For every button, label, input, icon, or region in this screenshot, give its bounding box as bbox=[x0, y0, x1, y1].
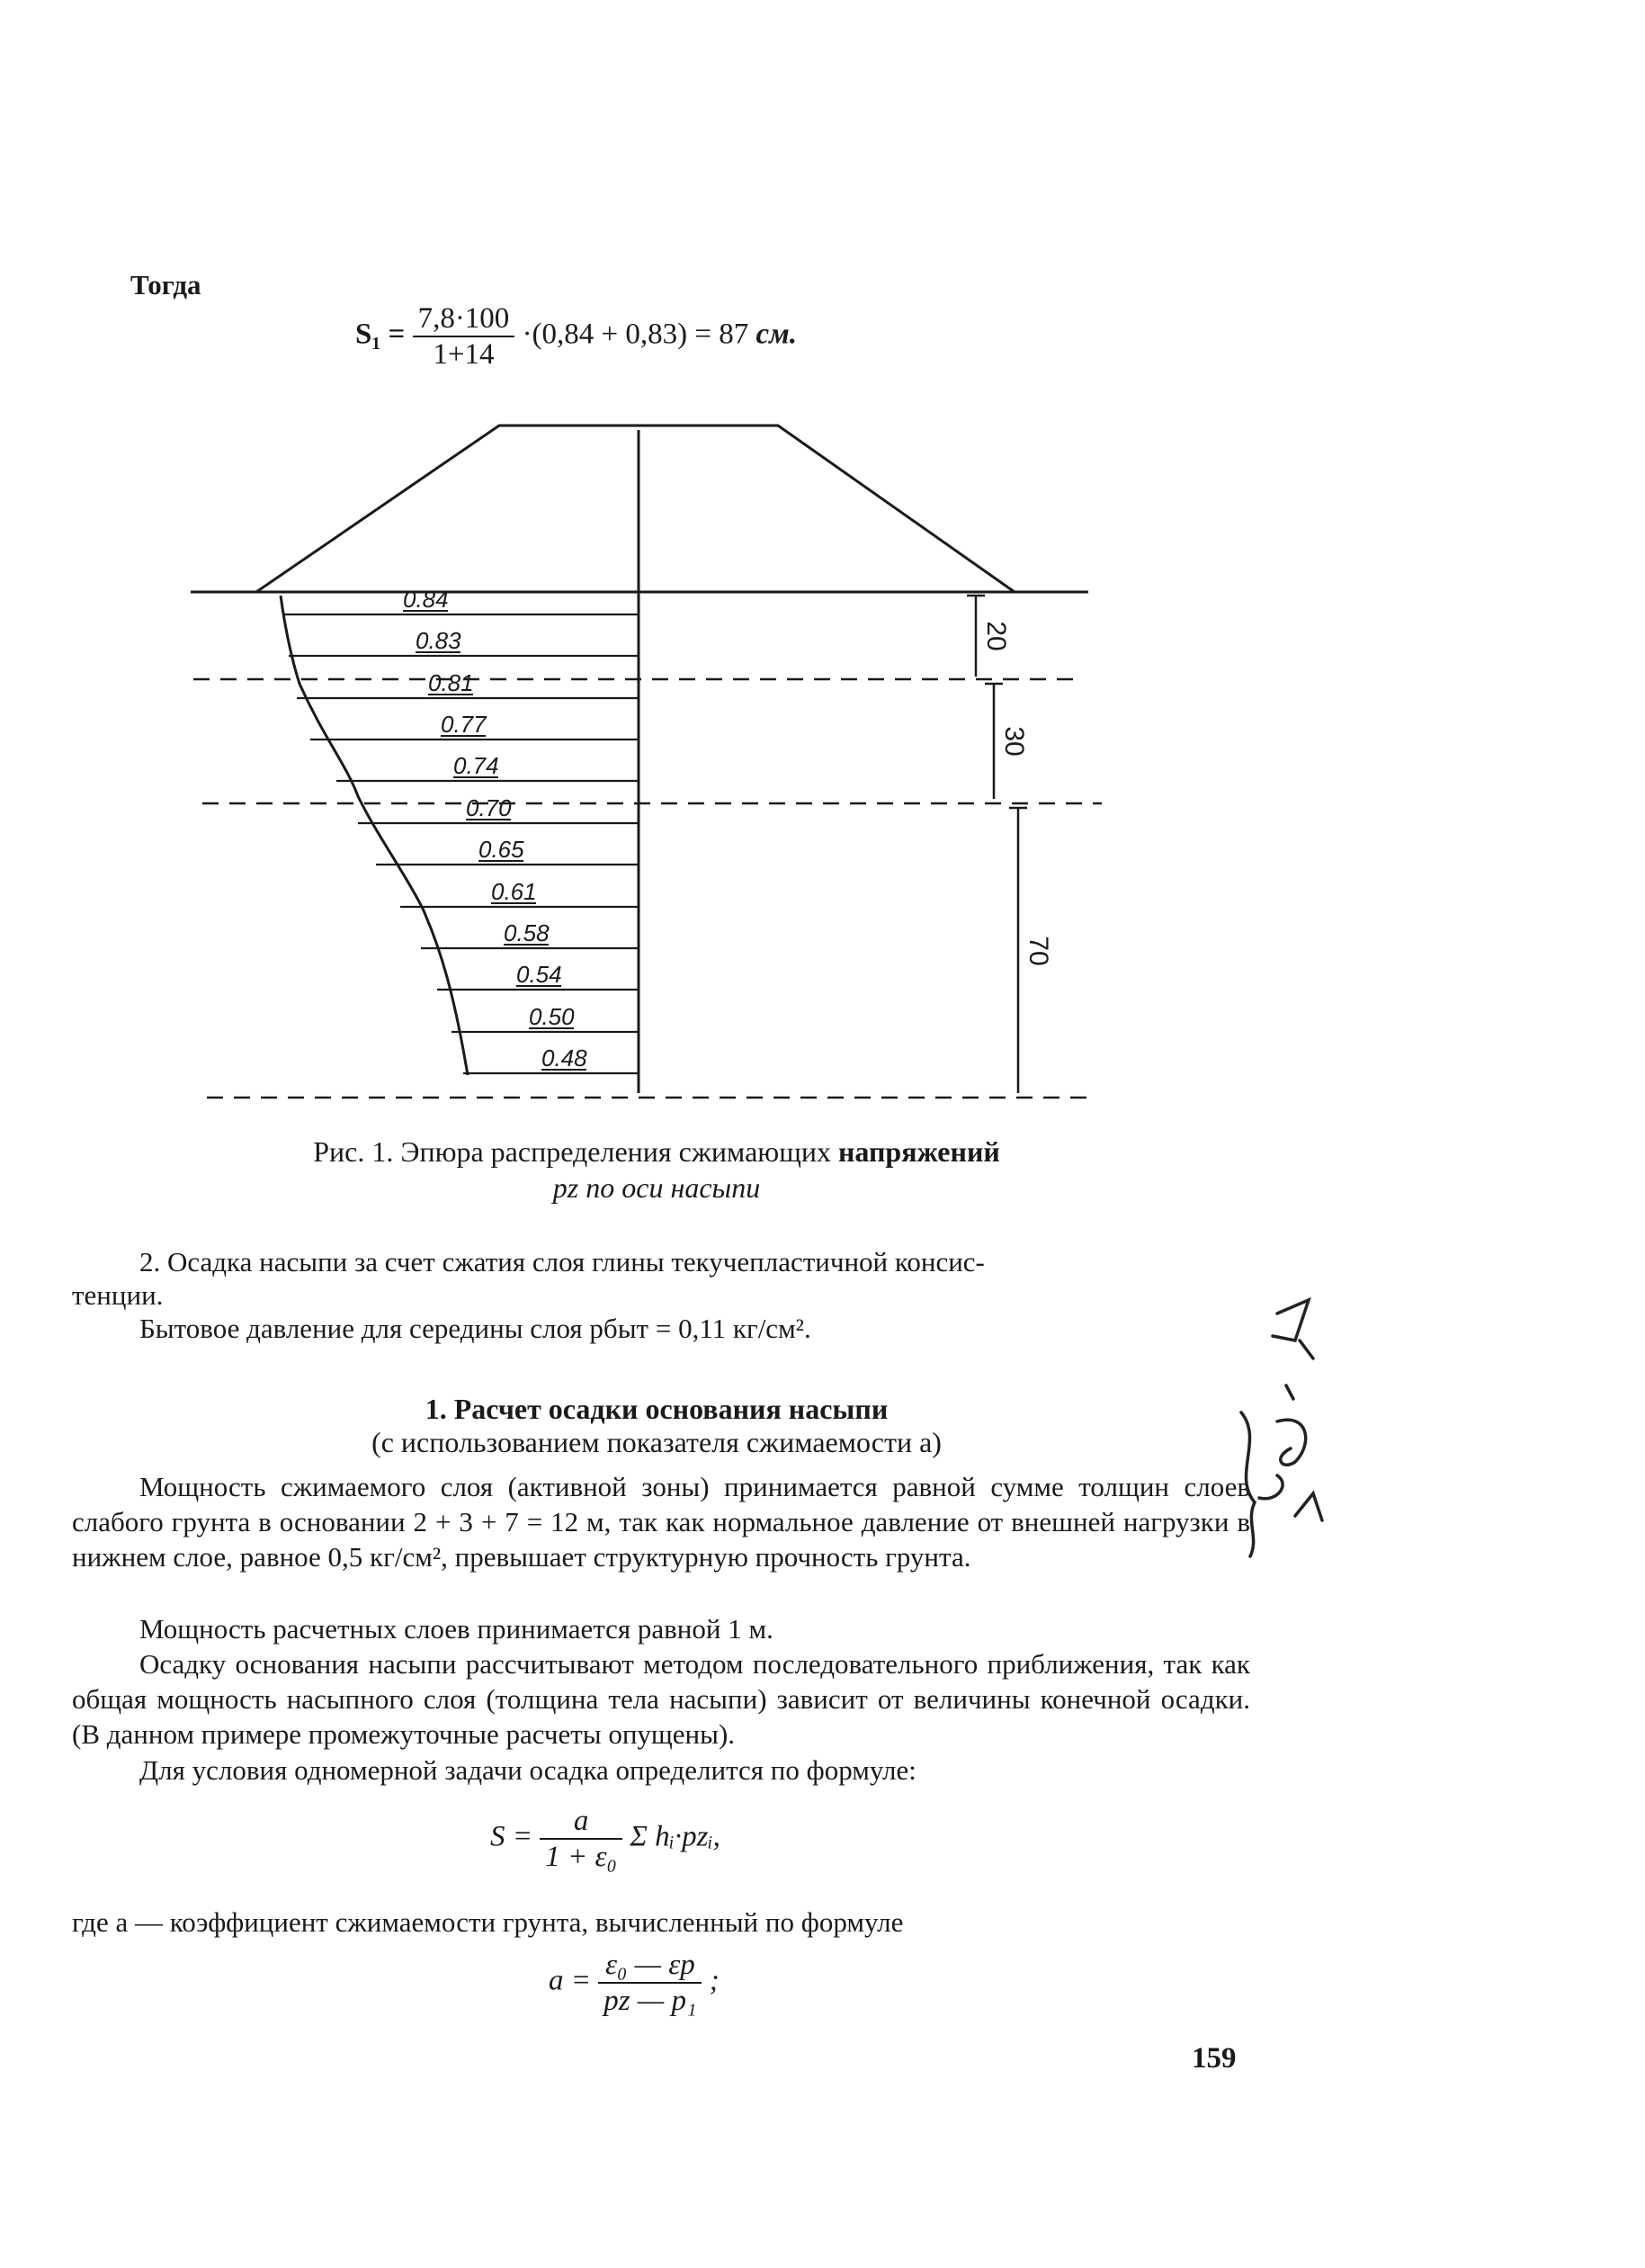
formula-s1-rhs: ·(0,84 + 0,83) = 87 bbox=[522, 318, 749, 351]
stress-label: 0.50 bbox=[529, 1003, 575, 1030]
formula-s1-lhs: S₁ = bbox=[355, 318, 406, 351]
embankment-outline bbox=[256, 426, 1015, 592]
caption-line-2: pz по оси насыпи bbox=[552, 1171, 761, 1204]
item2-line-3: Бытовое давление для середины слоя pбыт = 0,11 кг/см². bbox=[139, 1313, 811, 1344]
formula-a-denominator: pz — p₁ bbox=[603, 1985, 697, 2017]
where-line: где a — коэффициент сжимаемости грунта, вычисленный по формуле bbox=[72, 1906, 904, 1938]
caption-line-1-a: Рис. 1. Эпюра распределения сжимающих bbox=[313, 1135, 831, 1168]
formula-s bbox=[490, 1804, 720, 1874]
stress-label: 0.61 bbox=[491, 878, 537, 905]
dimension-label: 70 bbox=[1024, 936, 1053, 966]
formula-s-fraction bbox=[540, 1804, 622, 1874]
formula-s1-numerator: 7,8·100 bbox=[413, 301, 515, 337]
stress-label: 0.81 bbox=[428, 669, 474, 696]
section-subheading: (с использованием показателя сжимаемости a) bbox=[371, 1426, 942, 1458]
stress-label: 0.65 bbox=[478, 836, 524, 863]
paragraph-1: Мощность сжимаемого слоя (активной зоны) принимается равной сумме толщин слоев слабого грунта в основании 2 + 3 + 7 = 12 м, так как нормальное давление от внешней нагрузки в нижнем слое, равное 0,5 кг/см², превышает структурную прочность грунта. bbox=[72, 1471, 1250, 1573]
togda-word: Тогда bbox=[130, 269, 201, 300]
formula-a-fraction bbox=[598, 1948, 702, 2018]
stress-label: 0.54 bbox=[516, 961, 562, 988]
stress-label: 0.58 bbox=[504, 919, 550, 946]
figure-caption bbox=[207, 1134, 1106, 1206]
dimension-label: 30 bbox=[999, 726, 1029, 757]
stress-label: 0.48 bbox=[541, 1044, 587, 1071]
formula-s1-denominator: 1+14 bbox=[433, 338, 495, 371]
formula-s-lhs: S = bbox=[490, 1820, 533, 1853]
paragraph-3: Осадку основания насыпи рассчитывают методом последовательного приближения, так как общая мощность насыпного слоя (толщина тела насыпи) зависит от величины конечной осадки. (В данном примере промежуточные расчеты опущены). bbox=[72, 1648, 1250, 1750]
formula-s-rhs: Σ hᵢ·pzᵢ, bbox=[630, 1820, 720, 1853]
item2-line-1: 2. Осадка насыпи за счет сжатия слоя глины текучепластичной консис- bbox=[139, 1246, 985, 1277]
caption-line-1-b: напряжений bbox=[837, 1135, 1000, 1168]
stress-label: 0.83 bbox=[416, 627, 461, 654]
section-heading: 1. Расчет осадки основания насыпи bbox=[425, 1393, 889, 1425]
stress-label: 0.74 bbox=[453, 752, 499, 779]
formula-a bbox=[549, 1948, 720, 2018]
formula-a-rhs: ; bbox=[709, 1964, 720, 1997]
stress-label: 0.77 bbox=[441, 711, 487, 738]
stress-label: 0.70 bbox=[466, 794, 512, 821]
formula-s1-unit: см. bbox=[755, 318, 798, 351]
dimension-label: 20 bbox=[981, 621, 1011, 651]
formula-s-denominator: 1 + ε₀ bbox=[545, 1841, 618, 1873]
caption-line-1 bbox=[207, 1134, 1106, 1170]
formula-s-numerator: a bbox=[540, 1804, 622, 1840]
stress-label: 0.84 bbox=[403, 586, 449, 613]
stress-curve bbox=[281, 596, 468, 1075]
handwritten-annotation bbox=[1223, 1286, 1358, 1583]
formula-a-numerator: ε₀ — εp bbox=[598, 1948, 702, 1984]
item2-line-2: тенции. bbox=[72, 1279, 164, 1311]
paragraph-4: Для условия одномерной задачи осадка определится по формуле: bbox=[139, 1754, 916, 1786]
page-number: 159 bbox=[1192, 2042, 1237, 2075]
paragraph-2: Мощность расчетных слоев принимается равной 1 м. bbox=[139, 1613, 773, 1645]
formula-a-lhs: a = bbox=[549, 1964, 592, 1997]
